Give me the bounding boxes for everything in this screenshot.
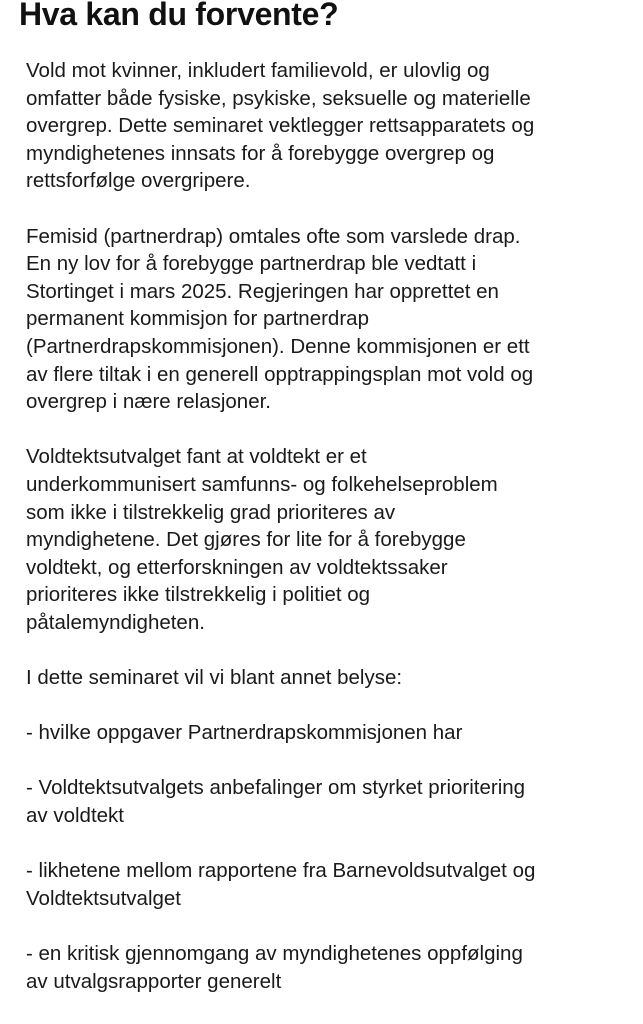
text-line: av utvalgsrapporter generelt bbox=[26, 969, 282, 993]
document-body bbox=[26, 57, 636, 1023]
text-line: Voldtektsutvalget fant at voldtekt er et bbox=[26, 445, 367, 469]
text-line: (Partnerdrapskommisjonen). Denne kommisjonen er ett bbox=[26, 334, 530, 358]
topic-item bbox=[26, 940, 636, 995]
text-line: permanent kommisjon for partnerdrap bbox=[26, 307, 369, 331]
text-line: Vold mot kvinner, inkludert familievold, er ulovlig og bbox=[26, 59, 490, 82]
text-line: myndighetene. Det gjøres for lite for å forebygge bbox=[26, 528, 466, 552]
text-line: Voldtektsutvalget bbox=[26, 886, 181, 910]
topic-item bbox=[26, 774, 636, 829]
text-line: myndighetenes innsats for å forebygge overgrep og bbox=[26, 141, 495, 165]
text-line: I dette seminaret vil vi blant annet belyse: bbox=[26, 666, 403, 690]
topic-item bbox=[26, 857, 636, 912]
seminar-topics-intro bbox=[26, 664, 636, 692]
text-line: underkommunisert samfunns- og folkehelseproblem bbox=[26, 472, 498, 496]
topic-item bbox=[26, 719, 636, 747]
text-line: omfatter både fysiske, psykiske, seksuelle og materielle bbox=[26, 86, 531, 110]
text-line: - likhetene mellom rapportene fra Barnevoldsutvalget og bbox=[26, 859, 536, 883]
text-line: påtalemyndigheten. bbox=[26, 610, 205, 634]
femicide-paragraph bbox=[26, 223, 636, 416]
text-line: - Voldtektsutvalgets anbefalinger om styrket prioritering bbox=[26, 776, 526, 800]
text-line: En ny lov for å forebygge partnerdrap ble vedtatt i bbox=[26, 252, 477, 276]
page-heading: Hva kan du forvente? bbox=[19, 0, 339, 32]
text-line: Femisid (partnerdrap) omtales ofte som varslede drap. bbox=[26, 224, 521, 248]
text-line: voldtekt, og etterforskningen av voldtektssaker bbox=[26, 555, 448, 579]
text-line: Stortinget i mars 2025. Regjeringen har opprettet en bbox=[26, 279, 499, 303]
text-line: - hvilke oppgaver Partnerdrapskommisjonen har bbox=[26, 721, 463, 745]
text-line: som ikke i tilstrekkelig grad prioriteres av bbox=[26, 500, 396, 524]
rape-committee-paragraph bbox=[26, 443, 636, 636]
text-line: overgrep. Dette seminaret vektlegger rettsapparatets og bbox=[26, 114, 535, 138]
text-line: av flere tiltak i en generell opptrappingsplan mot vold og bbox=[26, 362, 534, 386]
text-line: - en kritisk gjennomgang av myndighetenes oppfølging bbox=[26, 942, 523, 965]
text-line: av voldtekt bbox=[26, 804, 124, 828]
text-line: overgrep i nære relasjoner. bbox=[26, 390, 271, 414]
text-line: rettsforfølge overgripere. bbox=[26, 169, 251, 193]
intro-paragraph bbox=[26, 57, 636, 195]
text-line: prioriteres ikke tilstrekkelig i politiet og bbox=[26, 583, 371, 607]
